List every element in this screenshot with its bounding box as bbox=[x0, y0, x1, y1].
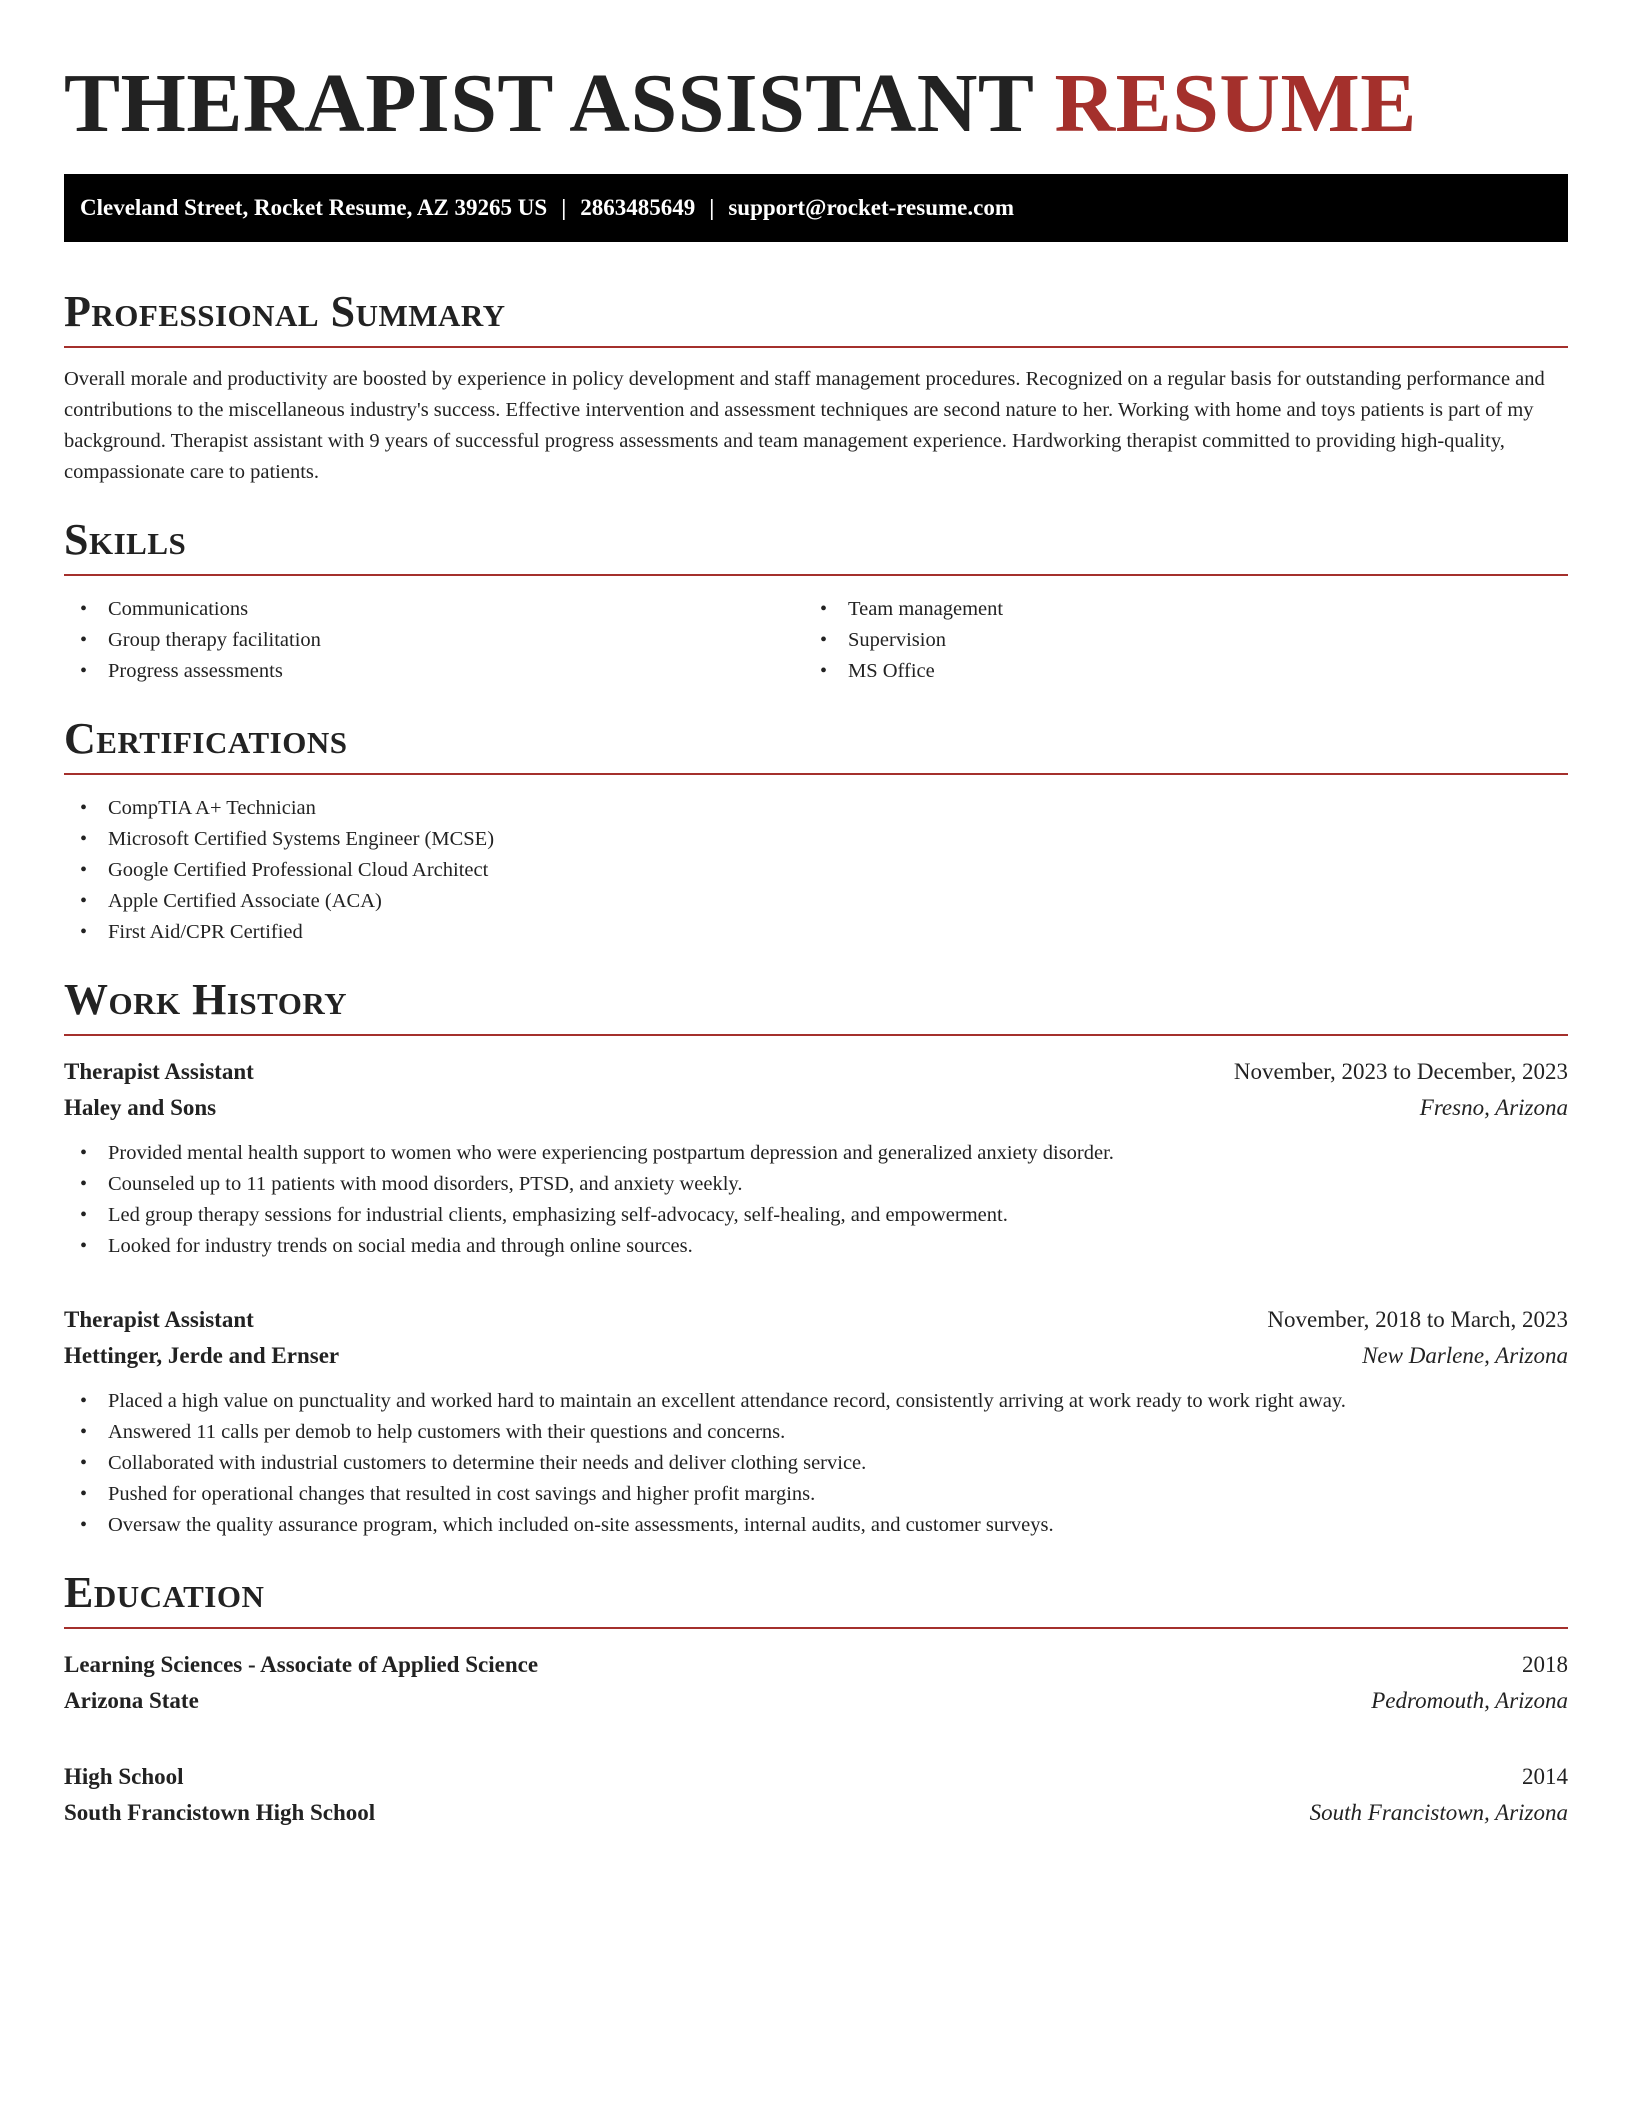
contact-separator: | bbox=[561, 195, 567, 220]
certifications-list bbox=[64, 793, 1568, 948]
contact-email: support@rocket-resume.com bbox=[728, 195, 1014, 220]
list-item: • Team management bbox=[804, 594, 1544, 625]
list-item: • Group therapy facilitation bbox=[64, 625, 804, 656]
list-item: • Looked for industry trends on social media and through online sources. bbox=[64, 1231, 1568, 1262]
list-item: • MS Office bbox=[804, 656, 1544, 687]
job-company: Hettinger, Jerde and Ernser bbox=[64, 1343, 340, 1368]
contact-separator: | bbox=[709, 195, 715, 220]
list-item: • Pushed for operational changes that resulted in cost savings and higher profit margins. bbox=[64, 1479, 1568, 1510]
job-title-row bbox=[64, 1302, 1568, 1338]
job-title: Therapist Assistant bbox=[64, 1307, 254, 1332]
education-entry bbox=[64, 1759, 1568, 1831]
title-accent: RESUME bbox=[1054, 57, 1417, 150]
school-row bbox=[64, 1683, 1568, 1719]
job-entry bbox=[64, 1054, 1568, 1262]
skills-list-left bbox=[64, 594, 804, 687]
job-location: New Darlene, Arizona bbox=[1362, 1343, 1568, 1368]
degree-row bbox=[64, 1647, 1568, 1683]
contact-address: Cleveland Street, Rocket Resume, AZ 39265 US bbox=[80, 195, 548, 220]
section-heading-work: Work History bbox=[64, 976, 1568, 1036]
list-item: • Answered 11 calls per demob to help customers with their questions and concerns. bbox=[64, 1417, 1568, 1448]
list-item: • Oversaw the quality assurance program, which included on-site assessments, internal audits, and customer surveys. bbox=[64, 1510, 1568, 1541]
skills-list-right bbox=[804, 594, 1544, 687]
list-item: • Collaborated with industrial customers to determine their needs and deliver clothing service. bbox=[64, 1448, 1568, 1479]
list-item: • Counseled up to 11 patients with mood disorders, PTSD, and anxiety weekly. bbox=[64, 1169, 1568, 1200]
section-heading-summary: Professional Summary bbox=[64, 288, 1568, 348]
contact-bar bbox=[64, 174, 1568, 242]
resume-title bbox=[64, 54, 1568, 154]
job-title-row bbox=[64, 1054, 1568, 1090]
job-company-row bbox=[64, 1090, 1568, 1126]
list-item: • Led group therapy sessions for industrial clients, emphasizing self-advocacy, self-healing, and empowerment. bbox=[64, 1200, 1568, 1231]
education-location: Pedromouth, Arizona bbox=[1371, 1688, 1568, 1713]
section-heading-certifications: Certifications bbox=[64, 715, 1568, 775]
contact-phone: 2863485649 bbox=[580, 195, 696, 220]
job-company: Haley and Sons bbox=[64, 1095, 217, 1120]
education-year: 2014 bbox=[1522, 1764, 1568, 1789]
education-location: South Francistown, Arizona bbox=[1309, 1800, 1568, 1825]
education-degree: Learning Sciences - Associate of Applied Science bbox=[64, 1652, 539, 1677]
education-section bbox=[64, 1569, 1568, 1831]
summary-text: Overall morale and productivity are boosted by experience in policy development and staff management procedures. Recognized on a regular basis for outstanding performance and contributions to the miscellaneous industry's success. Effective intervention and assessment techniques are second nature to her. Working with home and toys patients is part of my background. Therapist assistant with 9 years of successful progress assessments and team management experience. Hardworking therapist committed to providing high-quality, compassionate care to patients. bbox=[64, 368, 1545, 483]
list-item: • First Aid/CPR Certified bbox=[64, 917, 1568, 948]
job-company-row bbox=[64, 1338, 1568, 1374]
certifications-section bbox=[64, 715, 1568, 948]
job-dates: November, 2023 to December, 2023 bbox=[1233, 1059, 1568, 1084]
job-title: Therapist Assistant bbox=[64, 1059, 254, 1084]
skills-grid bbox=[64, 594, 1568, 687]
school-row bbox=[64, 1795, 1568, 1831]
list-item: • Placed a high value on punctuality and worked hard to maintain an excellent attendance record, consistently arriving at work ready to work right away. bbox=[64, 1386, 1568, 1417]
list-item: • Provided mental health support to women who were experiencing postpartum depression and generalized anxiety disorder. bbox=[64, 1138, 1568, 1169]
education-degree: High School bbox=[64, 1764, 184, 1789]
list-item: • Communications bbox=[64, 594, 804, 625]
section-heading-education: Education bbox=[64, 1569, 1568, 1629]
list-item: • Google Certified Professional Cloud Architect bbox=[64, 855, 1568, 886]
work-history-section bbox=[64, 976, 1568, 1541]
education-school: Arizona State bbox=[64, 1688, 199, 1713]
education-school: South Francistown High School bbox=[64, 1800, 376, 1825]
job-dates: November, 2018 to March, 2023 bbox=[1267, 1307, 1568, 1332]
education-year: 2018 bbox=[1522, 1652, 1568, 1677]
degree-row bbox=[64, 1759, 1568, 1795]
list-item: • Microsoft Certified Systems Engineer (MCSE) bbox=[64, 824, 1568, 855]
skills-section bbox=[64, 516, 1568, 687]
job-bullets bbox=[64, 1386, 1568, 1541]
summary-section bbox=[64, 288, 1568, 488]
list-item: • Supervision bbox=[804, 625, 1544, 656]
section-heading-skills: Skills bbox=[64, 516, 1568, 576]
list-item: • Apple Certified Associate (ACA) bbox=[64, 886, 1568, 917]
list-item: • Progress assessments bbox=[64, 656, 804, 687]
list-item: • CompTIA A+ Technician bbox=[64, 793, 1568, 824]
job-bullets bbox=[64, 1138, 1568, 1262]
job-location: Fresno, Arizona bbox=[1419, 1095, 1568, 1120]
job-entry bbox=[64, 1302, 1568, 1541]
education-entry bbox=[64, 1647, 1568, 1719]
title-main: THERAPIST ASSISTANT bbox=[64, 57, 1033, 150]
